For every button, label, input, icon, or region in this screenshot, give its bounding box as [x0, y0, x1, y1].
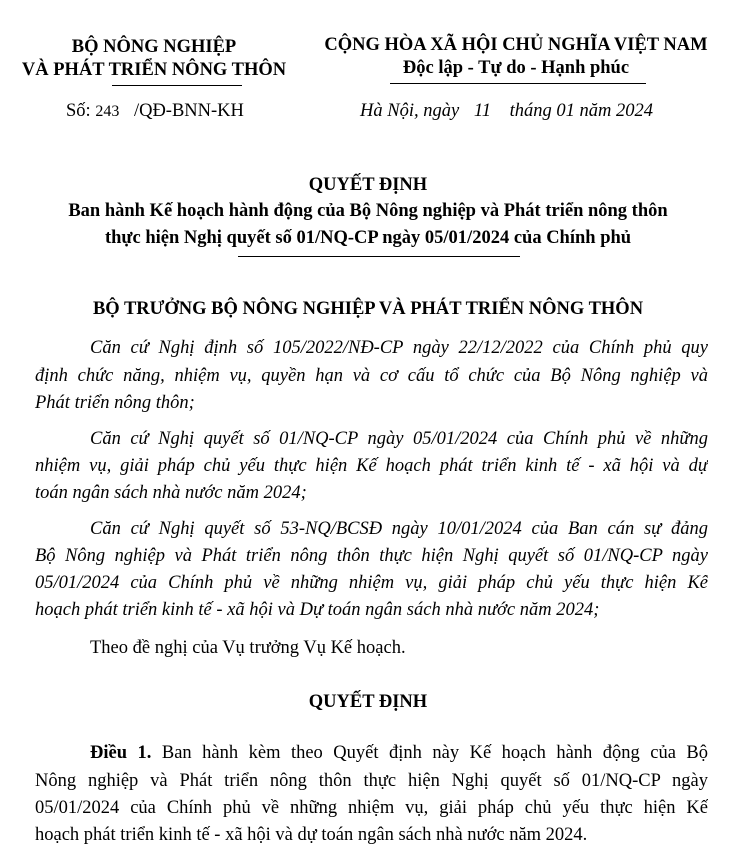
date-day: 11 [473, 101, 491, 121]
document-type-heading: QUYẾT ĐỊNH [308, 175, 428, 195]
basis-3-line-1: Căn cứ Nghị quyết số 53-NQ/BCSĐ ngày 10/01/2024 của Ban cán sự đảng [90, 519, 708, 539]
number-suffix: /QĐ-BNN-KH [133, 101, 244, 121]
document-number [66, 101, 244, 122]
ministry-name-line2: VÀ PHÁT TRIỂN NÔNG THÔN [21, 60, 287, 80]
issue-date [360, 101, 653, 122]
ministry-name-line1: BỘ NÔNG NGHIỆP [71, 37, 237, 57]
basis-3-line-2: Bộ Nông nghiệp và Phát triển nông thôn thực hiện Nghị quyết số 01/NQ-CP ngày [35, 546, 708, 566]
country-name: CỘNG HÒA XÃ HỘI CHỦ NGHĨA VIỆT NAM [324, 35, 708, 55]
basis-3-line-4: hoạch phát triển kinh tế - xã hội và Dự toán ngân sách nhà nước năm 2024; [35, 600, 600, 620]
document-subtitle-line1: Ban hành Kế hoạch hành động của Bộ Nông nghiệp và Phát triển nông thôn [68, 201, 668, 221]
title-underline [238, 256, 520, 257]
issuing-authority: BỘ TRƯỞNG BỘ NÔNG NGHIỆP VÀ PHÁT TRIỂN NÔNG THÔN [92, 299, 644, 319]
number-value: 243 [95, 103, 120, 120]
date-prefix: Hà Nội, ngày [360, 101, 460, 121]
motto-underline [390, 83, 646, 84]
number-prefix: Số: [66, 101, 91, 121]
national-motto: Độc lập - Tự do - Hạnh phúc [402, 58, 630, 78]
basis-2-line-3: toán ngân sách nhà nước năm 2024; [35, 483, 307, 503]
article-1-label: Điều 1. [90, 743, 152, 763]
proposal-line: Theo đề nghị của Vụ trưởng Vụ Kế hoạch. [90, 638, 406, 658]
article-1-line-1 [90, 743, 708, 764]
ministry-underline [112, 85, 242, 86]
basis-2-line-1: Căn cứ Nghị quyết số 01/NQ-CP ngày 05/01/2024 của Chính phủ về những [90, 429, 708, 449]
article-1-line-3: 05/01/2024 của Chính phủ về những nhiệm vụ, giải pháp chủ yếu thực hiện Kế [35, 798, 708, 818]
document-subtitle-line2: thực hiện Nghị quyết số 01/NQ-CP ngày 05/01/2024 của Chính phủ [104, 228, 632, 248]
article-1-line-2: Nông nghiệp và Phát triển nông thôn thực hiện Nghị quyết số 01/NQ-CP ngày [35, 771, 708, 791]
article-1-first-line-text: Ban hành kèm theo Quyết định này Kế hoạch hành động của Bộ [161, 743, 708, 763]
basis-1-line-3: Phát triển nông thôn; [35, 393, 195, 413]
date-suffix: tháng 01 năm 2024 [509, 101, 653, 121]
article-1-line-4: hoạch phát triển kinh tế - xã hội và dự toán ngân sách nhà nước năm 2024. [35, 825, 588, 845]
decision-heading: QUYẾT ĐỊNH [308, 692, 428, 712]
basis-3-line-3: 05/01/2024 của Chính phủ về những nhiệm vụ, giải pháp chủ yếu thực hiện Kế [35, 573, 708, 593]
basis-1-line-1: Căn cứ Nghị định số 105/2022/NĐ-CP ngày 22/12/2022 của Chính phủ quy [90, 338, 708, 358]
basis-2-line-2: nhiệm vụ, giải pháp chủ yếu thực hiện Kế hoạch phát triển kinh tế - xã hội và dự [35, 456, 708, 476]
basis-1-line-2: định chức năng, nhiệm vụ, quyền hạn và cơ cấu tổ chức của Bộ Nông nghiệp và [35, 366, 708, 386]
